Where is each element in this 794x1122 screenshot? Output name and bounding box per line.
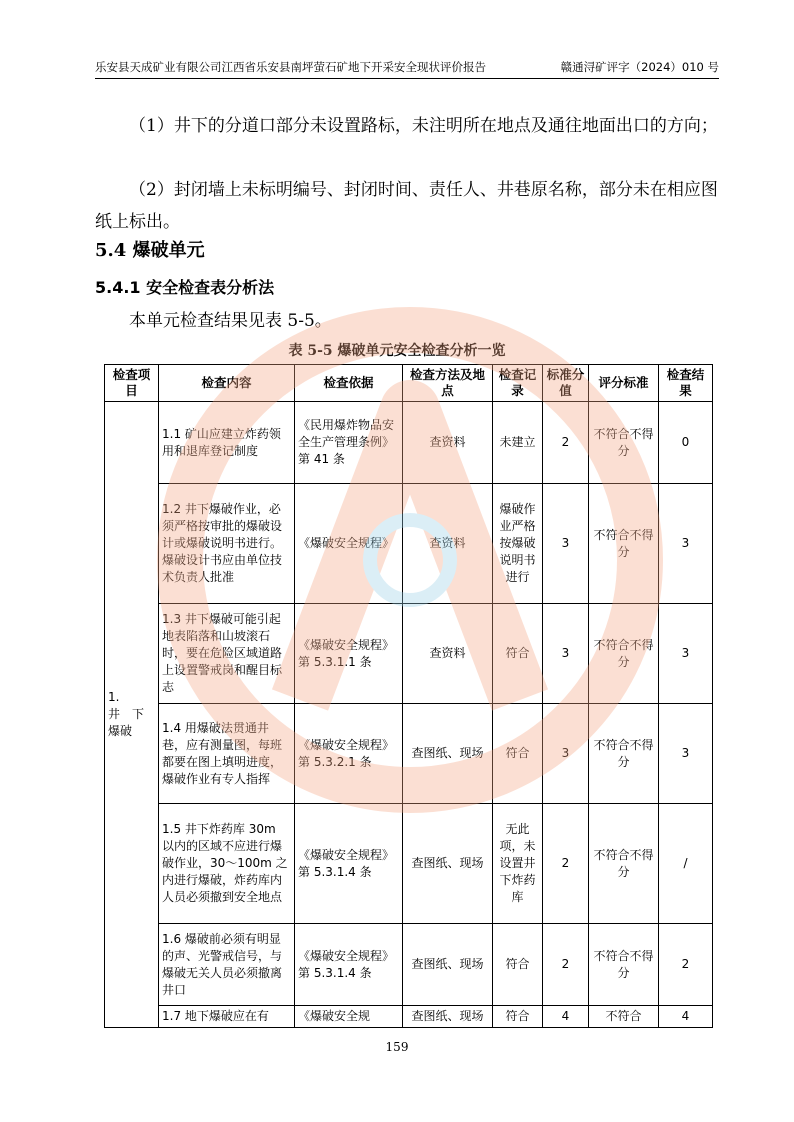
row-method: 查图纸、现场 <box>403 1006 493 1028</box>
row-record: 符合 <box>493 704 543 804</box>
header-standard: 评分标准 <box>589 365 659 402</box>
row-standard: 不符合不得分 <box>589 604 659 704</box>
row-record: 符合 <box>493 924 543 1006</box>
row-result: 3 <box>659 604 713 704</box>
row-score: 2 <box>543 924 589 1006</box>
header-report-title: 乐安县天成矿业有限公司江西省乐安县南坪萤石矿地下开采安全现状评价报告 <box>95 60 486 74</box>
row-record: 符合 <box>493 604 543 704</box>
table-caption: 表 5-5 爆破单元安全检查分析一览 <box>288 343 506 359</box>
table-row <box>105 924 713 1006</box>
paragraph-item-1: （1）井下的分道口部分未设置路标，未注明所在地点及通往地面出口的方向； <box>129 116 718 136</box>
row-method: 查资料 <box>403 484 493 604</box>
row-score: 4 <box>543 1006 589 1028</box>
row-method: 查图纸、现场 <box>403 704 493 804</box>
intro-paragraph: 本单元检查结果见表 5-5。 <box>129 311 332 331</box>
row-score: 3 <box>543 484 589 604</box>
row-method: 查图纸、现场 <box>403 924 493 1006</box>
row-content: 1.2 井下爆破作业，必须严格按审批的爆破设计或爆破说明书进行。爆破设计书应由单位技术负责人批准 <box>159 484 295 604</box>
row-standard: 不符合不得分 <box>589 924 659 1006</box>
row-record: 无此项，未设置井下炸药库 <box>493 804 543 924</box>
inspection-table <box>104 364 713 1028</box>
row-method: 查图纸、现场 <box>403 804 493 924</box>
row-score: 3 <box>543 604 589 704</box>
row-result: 4 <box>659 1006 713 1028</box>
header-score: 标准分值 <box>543 365 589 402</box>
row-result: 0 <box>659 402 713 484</box>
header-record: 检查记录 <box>493 365 543 402</box>
row-content: 1.7 地下爆破应在有 <box>159 1006 295 1028</box>
row-standard: 不符合不得分 <box>589 402 659 484</box>
row-result: 3 <box>659 704 713 804</box>
page-number: 159 <box>385 1040 409 1054</box>
page-header <box>95 56 719 79</box>
group-cell: 1. 井 下爆破 <box>105 402 159 1028</box>
table-row <box>105 704 713 804</box>
paragraph-item-2: （2）封闭墙上未标明编号、封闭时间、责任人、井巷原名称，部分未在相应图纸上标出。 <box>95 180 718 232</box>
row-basis: 《民用爆炸物品安全生产管理条例》第 41 条 <box>295 402 403 484</box>
row-method: 查资料 <box>403 402 493 484</box>
header-method: 检查方法及地点 <box>403 365 493 402</box>
table-row <box>105 604 713 704</box>
table-row <box>105 402 713 484</box>
row-result: 2 <box>659 924 713 1006</box>
row-record: 爆破作业严格按爆破说明书进行 <box>493 484 543 604</box>
row-basis: 《爆破安全规程》第 5.3.1.4 条 <box>295 924 403 1006</box>
row-score: 2 <box>543 402 589 484</box>
section-heading: 5.4 爆破单元 <box>95 240 205 261</box>
row-content: 1.4 用爆破法贯通井巷，应有测量图，每班都要在图上填明进度，爆破作业有专人指挥 <box>159 704 295 804</box>
table-header-row <box>105 365 713 402</box>
row-basis: 《爆破安全规程》第 5.3.1.4 条 <box>295 804 403 924</box>
row-score: 2 <box>543 804 589 924</box>
row-record: 未建立 <box>493 402 543 484</box>
row-standard: 不符合 <box>589 1006 659 1028</box>
row-record: 符合 <box>493 1006 543 1028</box>
row-content: 1.3 井下爆破可能引起地表陷落和山坡滚石时，要在危险区域道路上设置警戒岗和醒目标志 <box>159 604 295 704</box>
row-method: 查资料 <box>403 604 493 704</box>
header-result: 检查结果 <box>659 365 713 402</box>
row-content: 1.1 矿山应建立炸药领用和退库登记制度 <box>159 402 295 484</box>
row-standard: 不符合不得分 <box>589 484 659 604</box>
row-score: 3 <box>543 704 589 804</box>
row-standard: 不符合不得分 <box>589 704 659 804</box>
row-basis: 《爆破安全规 <box>295 1006 403 1028</box>
header-basis: 检查依据 <box>295 365 403 402</box>
row-content: 1.5 井下炸药库 30m 以内的区域不应进行爆破作业，30～100m 之内进行爆破，炸药库内人员必须撤到安全地点 <box>159 804 295 924</box>
row-standard: 不符合不得分 <box>589 804 659 924</box>
header-report-number: 赣通浔矿评字（2024）010 号 <box>560 60 719 74</box>
row-result: 3 <box>659 484 713 604</box>
table-row <box>105 1006 713 1028</box>
row-basis: 《爆破安全规程》第 5.3.1.1 条 <box>295 604 403 704</box>
header-item: 检查项目 <box>105 365 159 402</box>
header-content: 检查内容 <box>159 365 295 402</box>
row-basis: 《爆破安全规程》 <box>295 484 403 604</box>
table-row <box>105 484 713 604</box>
row-basis: 《爆破安全规程》第 5.3.2.1 条 <box>295 704 403 804</box>
subsection-heading: 5.4.1 安全检查表分析法 <box>95 278 275 297</box>
row-content: 1.6 爆破前必须有明显的声、光警戒信号，与爆破无关人员必须撤离井口 <box>159 924 295 1006</box>
row-result: / <box>659 804 713 924</box>
table-row <box>105 804 713 924</box>
